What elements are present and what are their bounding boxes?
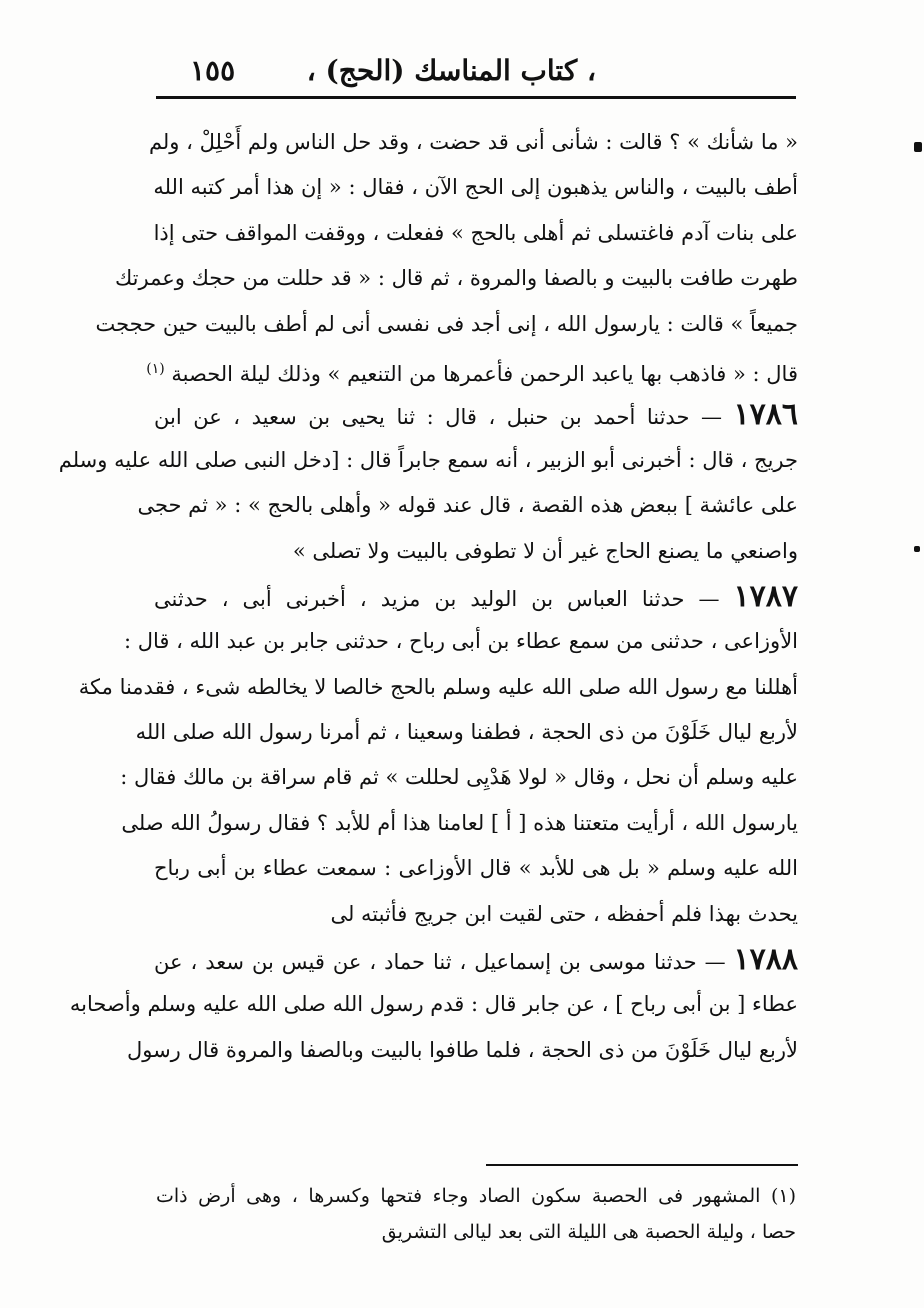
hadith-number: ١٧٨٧ xyxy=(733,578,798,614)
text-line: على بنات آدم فاغتسلى ثم أهلى بالحج » ففعلت ، ووقفت المواقف حتى إذا xyxy=(153,220,798,245)
text-line: طهرت طافت بالبيت و بالصفا والمروة ، ثم قال : « قد حللت من حجك وعمرتك xyxy=(114,266,798,291)
footnote-marker: (١) xyxy=(146,360,165,377)
text-line: أطف بالبيت ، والناس يذهبون إلى الحج الآن ، فقال : « إن هذا أمر كتبه الله xyxy=(153,175,798,200)
scan-edge-mark xyxy=(914,546,920,552)
text-line: أهللنا مع رسول الله صلى الله عليه وسلم بالحج خالصا لا يخالطه شىء ، فقدمنا مكة xyxy=(78,674,798,699)
hadith-line: ١٧٨٧ — حدثنا العباس بن الوليد بن مزيد ، أخبرنى أبى ، حدثنى xyxy=(154,578,798,614)
text-line: يارسول الله ، أرأيت متعتنا هذه [ أ ] لعامنا هذا أم للأبد ؟ فقال رسولُ الله صلى xyxy=(121,810,798,835)
footnote-rule xyxy=(486,1164,798,1166)
footnote xyxy=(156,1178,796,1250)
running-header xyxy=(160,50,796,94)
hadith-line: ١٧٨٦ — حدثنا أحمد بن حنبل ، قال : ثنا يحيى بن سعيد ، عن ابن xyxy=(154,397,798,433)
text-line: عطاء [ بن أبى رباح ] ، عن جابر قال : قدم رسول الله صلى الله عليه وسلم وأصحابه xyxy=(69,992,798,1017)
running-title: ، كتاب المناسك (الحج) ، xyxy=(306,54,596,87)
text-line: يحدث بهذا فلم أحفظه ، حتى لقيت ابن جريج فأثبته لى xyxy=(330,901,798,926)
hadith-line: ١٧٨٨ — حدثنا موسى بن إسماعيل ، ثنا حماد ، عن قيس بن سعد ، عن xyxy=(154,942,798,978)
text-line: على عائشة ] ببعض هذه القصة ، قال عند قوله « وأهلى بالحج » : « ثم حجى xyxy=(137,493,798,518)
hadith-number: ١٧٨٦ xyxy=(733,397,798,433)
scan-edge-mark xyxy=(914,142,922,152)
text-line: الأوزاعى ، حدثنى من سمع عطاء بن أبى رباح ، حدثنى جابر بن عبد الله ، قال : xyxy=(123,629,798,654)
footnote-line: حصا ، وليلة الحصبة هى الليلة التى بعد ليالى التشريق xyxy=(381,1221,796,1243)
text-line: لأربع ليال خَلَوْنَ من ذى الحجة ، فلما طافوا بالبيت وبالصفا والمروة قال رسول xyxy=(126,1037,798,1062)
header-rule xyxy=(156,96,796,99)
text-line: جريج ، قال : أخبرنى أبو الزبير ، أنه سمع جابراً قال : [دخل النبى صلى الله عليه وسلم xyxy=(58,447,798,472)
text-line: عليه وسلم أن نحل ، وقال « لولا هَدْيِى لحللت » ثم قام سراقة بن مالك فقال : xyxy=(120,765,798,790)
text-line: الله عليه وسلم « بل هى للأبد » قال الأوزاعى : سمعت عطاء بن أبى رباح xyxy=(154,856,798,881)
text-line: واصنعي ما يصنع الحاج غير أن لا تطوفى بالبيت ولا تصلى » xyxy=(292,538,798,563)
hadith-number: ١٧٨٨ xyxy=(733,942,798,978)
footnote-line: (١) المشهور فى الحصبة سكون الصاد وجاء فتحها وكسرها ، وهى أرض ذات xyxy=(156,1185,796,1207)
page-number: ١٥٥ xyxy=(190,54,236,87)
text-line: لأربع ليال خَلَوْنَ من ذى الحجة ، فطفنا وسعينا ، ثم أمرنا رسول الله صلى الله xyxy=(135,720,798,745)
text-line: قال : « فاذهب بها ياعبد الرحمن فأعمرها من التنعيم » وذلك ليلة الحصبة $^{(١)}$ xyxy=(146,360,798,386)
text-line: جميعاً » قالت : يارسول الله ، إنى أجد فى نفسى أنى لم أطف بالبيت حين حججت xyxy=(95,311,798,336)
main-text xyxy=(58,120,798,1073)
text-line: « ما شأنك » ؟ قالت : شأنى أنى قد حضت ، وقد حل الناس ولم أَحْلِلْ ، ولم xyxy=(148,130,798,154)
